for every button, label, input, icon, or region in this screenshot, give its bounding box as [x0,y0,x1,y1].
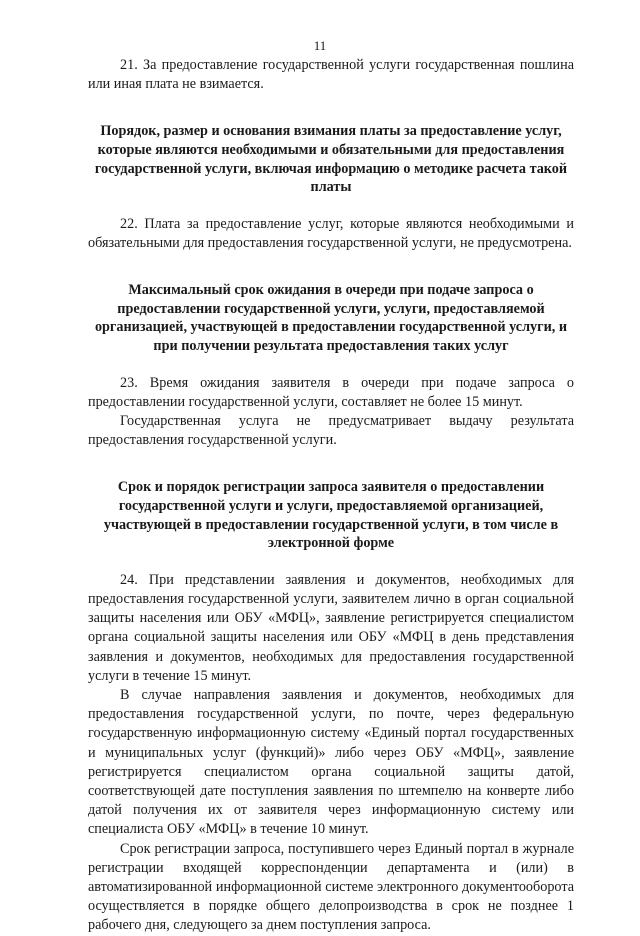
section-heading-registration: Срок и порядок регистрации запроса заявителя о предоставлении государственной услуги и услуги, предоставляемой организацией, участвующей в предоставлении государственной услуги, в том числе в электронной форме [103,479,559,552]
paragraph-24-portal: Срок регистрации запроса, поступившего через Единый портал в журнале регистрации входящей корреспонденции департамента и (или) в автоматизированной информационной системе электронного документооборота осуществляется в порядке общего делопроизводства в срок не позднее 1 рабочего дня, следующего за днем поступления запроса. [88,840,574,934]
section-heading-fees: Порядок, размер и основания взимания платы за предоставление услуг, которые являются необходимыми и обязательными для предоставления государственной услуги, включая информацию о методике расчета такой платы [94,123,568,196]
document-body [88,56,574,936]
page-number: 11 [313,38,327,53]
paragraph-23-continued: Государственная услуга не предусматривает выдачу результата предоставления государственной услуги. [88,412,574,449]
paragraph-24: 24. При представлении заявления и документов, необходимых для предоставления государственной услуги, заявителем лично в орган социальной защиты населения или ОБУ «МФЦ», заявление регистрируется специалистом органа социальной защиты населения или ОБУ «МФЦ в день представления заявления и документов, необходимых для предоставления государственной услуги в течение 15 минут. [88,571,574,684]
section-heading-waiting-time: Максимальный срок ожидания в очереди при подаче запроса о предоставлении государственной услуги, услуги, предоставляемой организацией, участвующей в предоставлении государственной услуги, и при получении результата предоставления таких услуг [94,282,568,354]
paragraph-21: 21. За предоставление государственной услуги государственная пошлина или иная плата не взимается. [88,57,574,93]
paragraph-24-mail: В случае направления заявления и документов, необходимых для предоставления государственной услуги, по почте, через федеральную государственную информационную систему «Единый портал государственных и муниципальных услуг (функций)» либо через ОБУ «МФЦ», заявление регистрируется специалистом органа социальной защиты датой, соответствующей дате поступления заявления по штемпелю на конверте либо датой получения их от заявителя через информационную систему или специалиста ОБУ «МФЦ» в течение 10 минут. [88,686,574,838]
paragraph-23: 23. Время ожидания заявителя в очереди при подаче запроса о предоставлении государственной услуги, составляет не более 15 минут. [88,374,574,410]
paragraph-22: 22. Плата за предоставление услуг, которые являются необходимыми и обязательными для предоставления государственной услуги, не предусмотрена. [88,215,574,251]
